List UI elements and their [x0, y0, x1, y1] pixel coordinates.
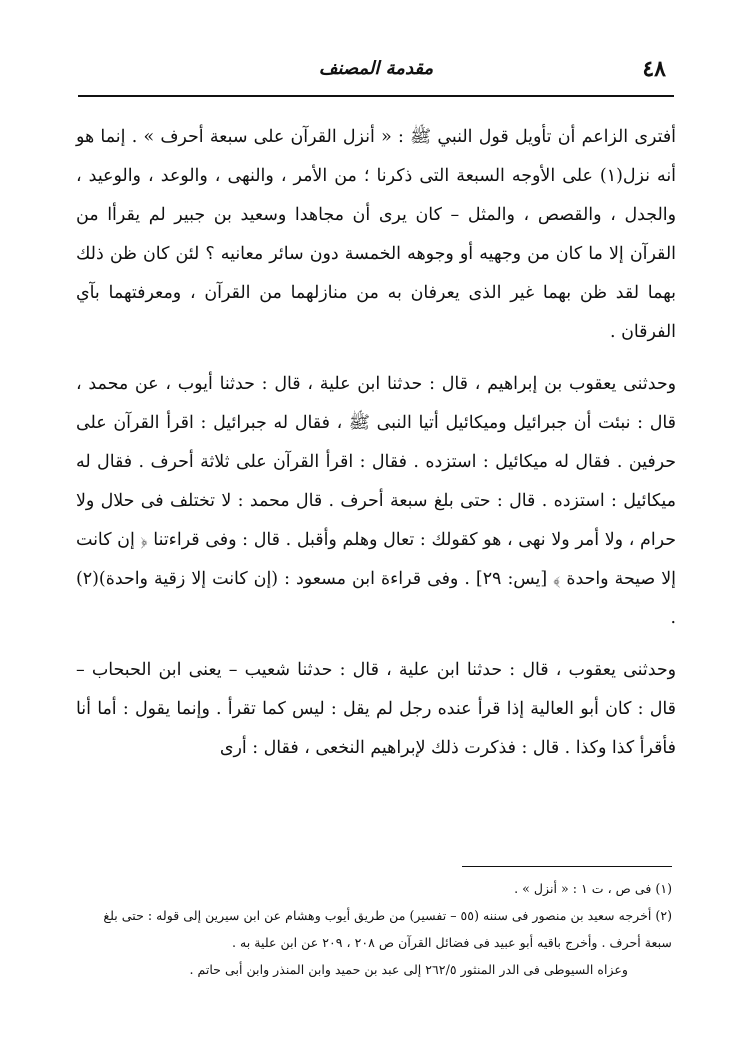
body-text: [76, 118, 676, 768]
footnote: وعزاه السيوطى فى الدر المنثور ٢٦٢/٥ إلى عبد بن حميد وابن المنذر وابن أبى حاتم .: [189, 962, 628, 977]
footnote: (١) فى ص ، ت ١ : « أنزل » .: [514, 881, 672, 896]
footnotes: [76, 875, 672, 983]
paragraph: وحدثنى يعقوب ، قال : حدثنا ابن علية ، قال : حدثنا شعيب – يعنى ابن الحبحاب – قال : كان أبو العالية إذا قرأ عنده رجل لم يقل : ليس كما تقرأ . وإنما يقول : أما أنا فأقرأ كذا وكذا . قال : فذكرت ذلك لإبراهيم النخعى ، فقال : أرى: [76, 660, 676, 758]
paragraph: وحدثنى يعقوب بن إبراهيم ، قال : حدثنا ابن علية ، قال : حدثنا أيوب ، عن محمد ، قال : نبئت أن جبرائيل وميكائيل أتيا النبى ﷺ ، فقال له جبرائيل : اقرأ القرآن على حرفين . فقال له ميكائيل : استزده . فقال : اقرأ القرآن على ثلاثة أحرف . فقال له ميكائيل : استزده . قال : حتى بلغ سبعة أحرف . قال محمد : لا تختلف فى حلال ولا حرام ، ولا أمر ولا نهى ، هو كقولك : تعال وهلم وأقبل . قال : وفى قراءتنا ﴿ إن كانت إلا صيحة واحدة ﴾ [يس: ٢٩] . وفى قراءة ابن مسعود : (إن كانت إلا زقية واحدة)(٢) .: [76, 374, 676, 628]
paragraph: أفترى الزاعم أن تأويل قول النبي ﷺ : « أنزل القرآن على سبعة أحرف » . إنما هو أنه نزل(١) على الأوجه السبعة التى ذكرنا ؛ من الأمر ، والنهى ، والوعد ، والوعيد ، والجدل ، والقصص ، والمثل – كان يرى أن مجاهدا وسعيد بن جبير لم يقرأا من القرآن إلا ما كان من وجهيه أو وجوهه الخمسة دون سائر معانيه ؟ لئن كان ظن ذلك بهما لقد ظن بهما غير الذى يعرفان به من منازلهما من القرآن ، ومعرفتهما بآي الفرقان .: [76, 127, 676, 342]
page-number: ٤٨: [642, 56, 666, 82]
header-rule: [78, 95, 674, 97]
footnote-rule: [462, 866, 672, 867]
page-header: [78, 50, 674, 90]
footnote: (٢) أخرجه سعيد بن منصور فى سننه (٥٥ – تفسير) من طريق أيوب وهشام عن ابن سيرين إلى قوله : حتى بلغ سبعة أحرف . وأخرج باقيه أبو عبيد فى فضائل القرآن ص ٢٠٨ ، ٢٠٩ عن ابن علية به .: [103, 908, 672, 950]
running-title: مقدمة المصنف: [318, 58, 434, 79]
